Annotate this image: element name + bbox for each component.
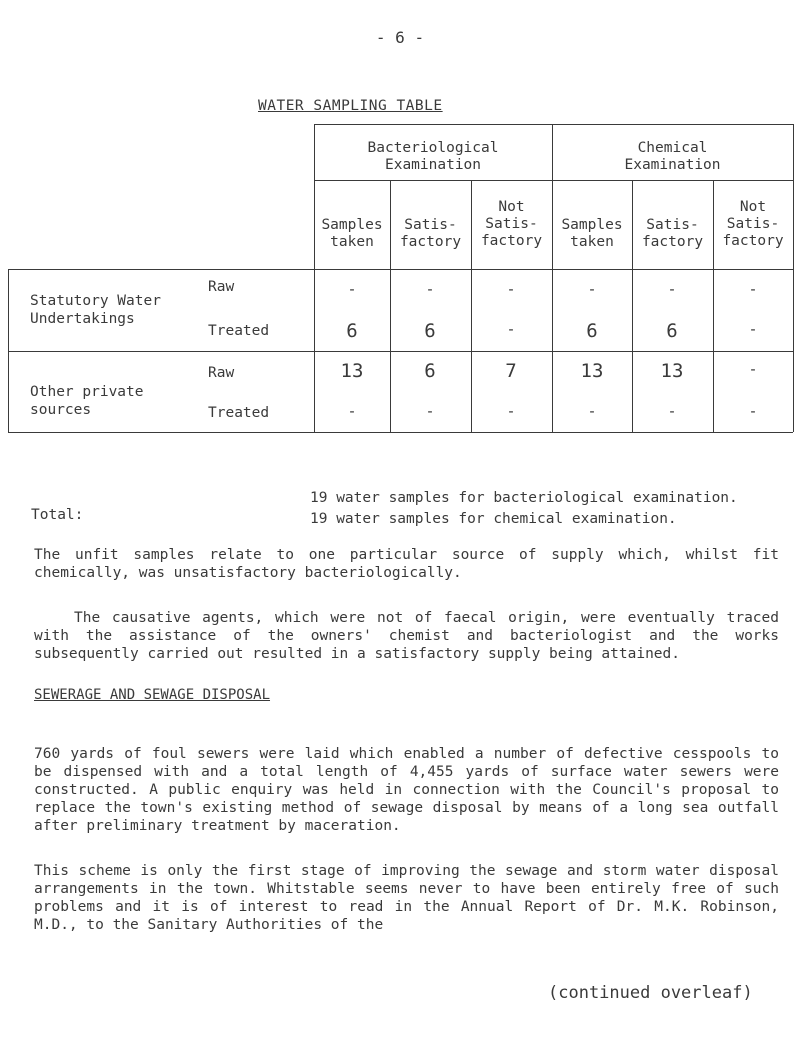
header-text: Examination (624, 157, 721, 173)
row-group-text: Other private (30, 384, 144, 400)
table-cell: - (347, 402, 357, 420)
row-label-raw: Raw (208, 365, 235, 381)
row-group-other-private-sources (30, 383, 144, 419)
table-title: WATER SAMPLING TABLE (258, 98, 443, 114)
total-label: Total: (31, 507, 84, 523)
table-cell: - (425, 280, 435, 298)
table-cell: - (347, 280, 357, 298)
continued-overleaf-note: (continued overleaf) (548, 983, 753, 1003)
row-group-text: sources (30, 402, 92, 418)
table-cell: - (748, 320, 758, 338)
table-cell: 7 (505, 360, 517, 382)
total-bacteriological: 19 water samples for bacteriological examination. (310, 490, 738, 506)
col-bac-satisfactory (390, 217, 471, 251)
section-heading-sewerage: SEWERAGE AND SEWAGE DISPOSAL (34, 687, 271, 703)
table-cell: - (587, 402, 597, 420)
row-group-statutory-water-undertakings (30, 292, 161, 328)
table-cell: - (667, 280, 677, 298)
header-text: Satis- (485, 216, 538, 232)
table-cell: 6 (424, 320, 436, 342)
table-cell: - (748, 360, 758, 378)
header-text: factory (722, 233, 784, 249)
table-cell: 6 (346, 320, 358, 342)
col-chem-satisfactory (632, 217, 713, 251)
col-chem-not-satisfactory (713, 199, 793, 250)
table-cell: 13 (340, 360, 364, 382)
table-cell: - (506, 402, 516, 420)
row-group-text: Statutory Water (30, 293, 161, 309)
header-text: factory (641, 234, 704, 250)
table-cell: - (748, 280, 758, 298)
table-cell: - (425, 402, 435, 420)
table-top-border (314, 124, 793, 125)
table-left-border (8, 269, 9, 432)
header-text: taken (570, 234, 614, 250)
header-text: factory (480, 233, 543, 249)
table-cell: - (506, 320, 516, 338)
table-cell: 6 (586, 320, 598, 342)
header-text: Samples (321, 217, 383, 233)
header-text: Satis- (404, 217, 457, 233)
row-label-treated: Treated (208, 323, 270, 339)
total-chemical: 19 water samples for chemical examination. (310, 511, 677, 527)
table-cell: 13 (580, 360, 604, 382)
header-text: Chemical (637, 140, 708, 156)
header-text: taken (330, 234, 374, 250)
table-header-bottom-border (8, 269, 793, 270)
header-text: Bacteriological (367, 140, 499, 156)
col-bac-samples-taken (314, 217, 390, 251)
header-bacteriological (314, 140, 552, 174)
table-row-group-divider (8, 351, 793, 352)
table-cell: - (667, 402, 677, 420)
paragraph-unfit-samples: The unfit samples relate to one particular source of supply which, whilst fit chemically, was unsatisfactory bacteriologically. (34, 547, 779, 581)
table-cell: - (587, 280, 597, 298)
header-text: Samples (561, 217, 623, 233)
table-cell: - (748, 402, 758, 420)
col-bac-not-satisfactory (471, 199, 552, 250)
table-cell: 13 (660, 360, 684, 382)
row-group-text: Undertakings (30, 311, 135, 327)
table-cell: 6 (666, 320, 678, 342)
header-text: Satis- (726, 216, 780, 232)
paragraph-causative-agents: The causative agents, which were not of faecal origin, were eventually traced with the assistance of the owners' chemist and bacteriologist and the works subsequently carried out resulted in a satisfactory supply being attained. (34, 610, 779, 662)
page-number: - 6 - (375, 28, 425, 47)
table-cell: 6 (424, 360, 436, 382)
col-chem-samples-taken (552, 217, 632, 251)
header-text: Satis- (646, 217, 699, 233)
table-right-border (793, 124, 794, 432)
header-text: Examination (384, 157, 482, 173)
table-group-header-divider (314, 180, 793, 181)
header-text: factory (399, 234, 462, 250)
row-label-raw: Raw (208, 279, 235, 295)
paragraph-sewers: 760 yards of foul sewers were laid which enabled a number of defective cesspools to be dispensed with and a total length of 4,455 yards of surface water sewers were constructed. A public enquiry was held in connection with the Council's proposal to replace the town's existing method of sewage disposal by means of a long sea outfall after preliminary treatment by maceration. (34, 746, 779, 834)
header-text: Not (498, 199, 525, 215)
table-bottom-border (8, 432, 793, 433)
row-label-treated: Treated (208, 405, 270, 421)
header-text: Not (739, 199, 767, 215)
table-cell: - (506, 280, 516, 298)
header-chemical (552, 140, 793, 174)
paragraph-scheme: This scheme is only the first stage of improving the sewage and storm water disposal arrangements in the town. Whitstable seems never to have been entirely free of such problems and it is of interest to read in the Annual Report of Dr. M.K. Robinson, M.D., to the Sanitary Authorities of the (34, 863, 779, 933)
